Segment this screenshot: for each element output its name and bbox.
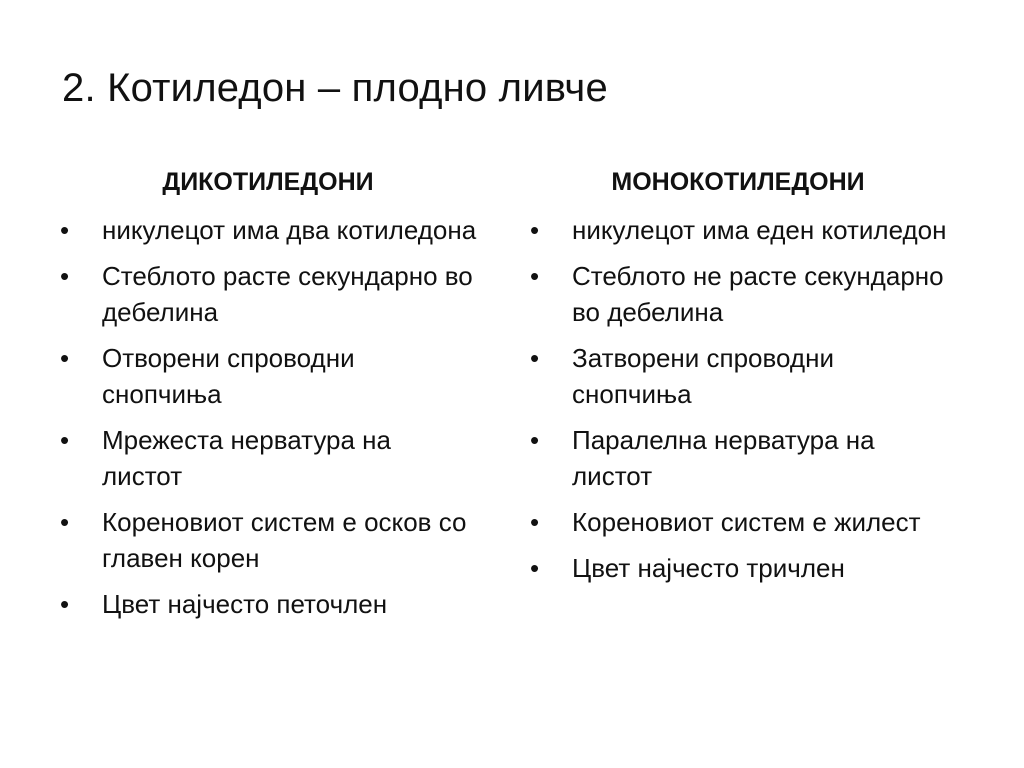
bullet-icon: • xyxy=(530,507,540,537)
list-item xyxy=(58,504,478,576)
list-item-text: Цвет најчесто петочлен xyxy=(102,589,388,619)
bullet-icon: • xyxy=(60,507,70,537)
list-item-text: Цвет најчесто тричлен xyxy=(572,553,845,583)
list-item xyxy=(58,212,478,248)
bullet-icon: • xyxy=(60,343,70,373)
dicot-heading: ДИКОТИЛЕДОНИ xyxy=(162,168,374,196)
list-item xyxy=(58,586,478,622)
list-item-text: Затворени спроводни снопчиња xyxy=(572,343,834,409)
bullet-icon: • xyxy=(530,261,540,291)
list-item xyxy=(58,340,478,412)
list-item xyxy=(528,340,948,412)
list-item-text: Мрежеста нерватура на листот xyxy=(102,425,391,491)
dicot-list xyxy=(58,212,478,622)
bullet-icon: • xyxy=(60,589,70,619)
list-item-text: Кореновиот систем е жилест xyxy=(572,507,921,537)
bullet-icon: • xyxy=(530,215,540,245)
monocot-column xyxy=(528,162,948,596)
list-item xyxy=(58,258,478,330)
list-item xyxy=(528,212,948,248)
list-item xyxy=(528,258,948,330)
list-item-text: никулецот има два котиледона xyxy=(102,215,477,245)
monocot-heading: МОНОКОТИЛЕДОНИ xyxy=(611,168,865,196)
list-item xyxy=(528,422,948,494)
list-item-text: никулецот има еден котиледон xyxy=(572,215,947,245)
list-item-text: Стеблото не расте секундарно во дебелина xyxy=(572,261,944,327)
dicot-column xyxy=(58,162,478,632)
list-item xyxy=(528,550,948,586)
monocot-list xyxy=(528,212,948,586)
list-item-text: Стеблото расте секундарно во дебелина xyxy=(102,261,473,327)
bullet-icon: • xyxy=(60,215,70,245)
list-item-text: Паралелна нерватура на листот xyxy=(572,425,875,491)
bullet-icon: • xyxy=(530,343,540,373)
bullet-icon: • xyxy=(60,261,70,291)
list-item-text: Кореновиот систем е осков со главен корен xyxy=(102,507,467,573)
bullet-icon: • xyxy=(530,425,540,455)
bullet-icon: • xyxy=(60,425,70,455)
bullet-icon: • xyxy=(530,553,540,583)
slide-title: 2. Котиледон – плодно ливче xyxy=(62,66,608,110)
list-item xyxy=(528,504,948,540)
list-item-text: Отворени спроводни снопчиња xyxy=(102,343,355,409)
list-item xyxy=(58,422,478,494)
